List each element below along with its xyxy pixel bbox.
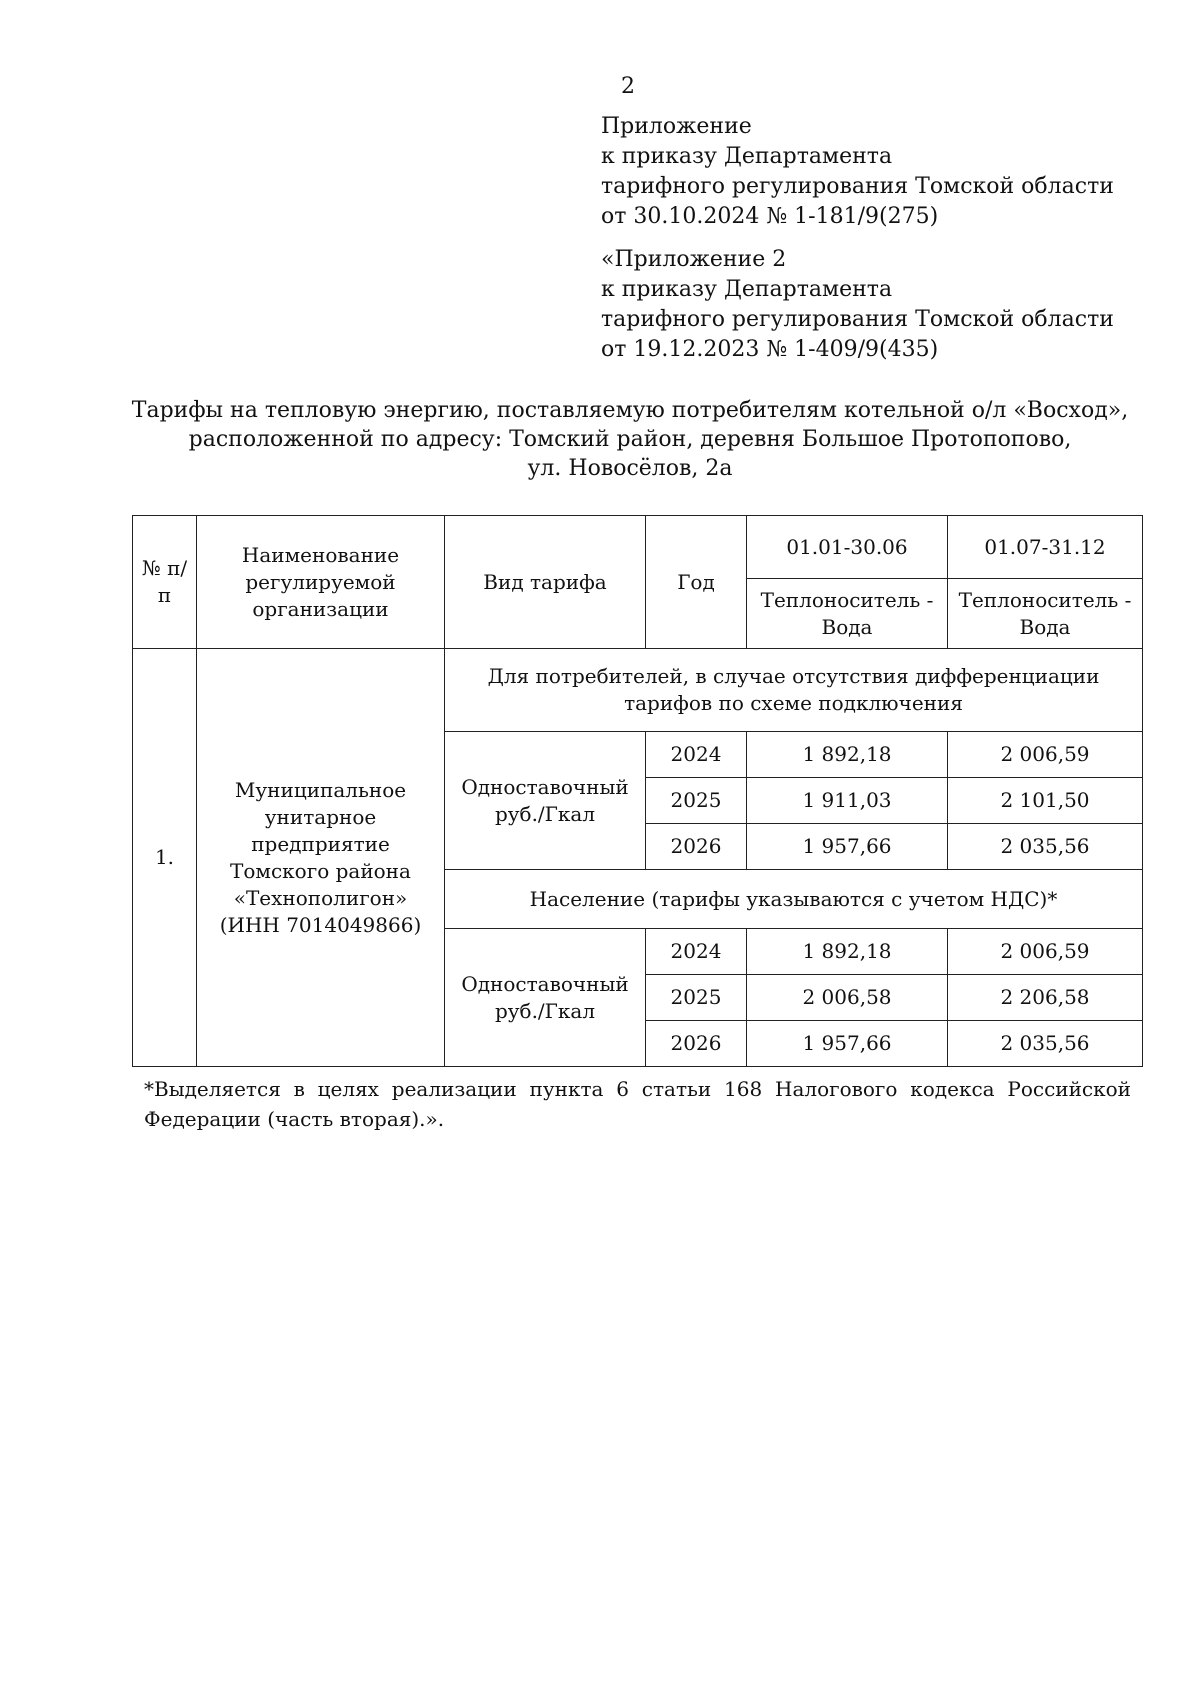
tariff-value-period-1: 1 957,66 [747,824,948,870]
year-cell: 2026 [646,1021,747,1067]
row-number: 1. [133,649,197,1067]
header-carrier-2: Теплоноситель - Вода [948,579,1143,649]
tariff-value-period-1: 1 957,66 [747,1021,948,1067]
page-number: 2 [621,74,635,99]
section-title: Для потребителей, в случае отсутствия дифференциации тарифов по схеме подключения [445,649,1143,732]
tariff-value-period-2: 2 006,59 [948,732,1143,778]
tariff-value-period-1: 1 892,18 [747,732,948,778]
tariff-value-period-2: 2 035,56 [948,824,1143,870]
tariff-table [132,515,1143,1067]
annex-line: к приказу Департамента [601,144,893,169]
header-period-2: 01.07-31.12 [948,516,1143,579]
header-row [133,516,1143,579]
tariff-type-cell: Одноставочный руб./Гкал [445,929,646,1067]
annex-line: тарифного регулирования Томской области [601,307,1114,332]
annex-line: от 30.10.2024 № 1-181/9(275) [601,204,939,229]
year-cell: 2024 [646,732,747,778]
year-cell: 2025 [646,975,747,1021]
title-line: Тарифы на тепловую энергию, поставляемую потребителям котельной о/л «Восход», [131,398,1129,423]
title-line: ул. Новосёлов, 2а [527,456,733,481]
tariff-value-period-2: 2 006,59 [948,929,1143,975]
header-year: Год [646,516,747,649]
annex-line: от 19.12.2023 № 1-409/9(435) [601,337,939,362]
annex-line: Приложение [601,114,752,139]
annex-line: тарифного регулирования Томской области [601,174,1114,199]
header-number: № п/п [133,516,197,649]
header-organization: Наименование регулируемой организации [197,516,445,649]
year-cell: 2025 [646,778,747,824]
title-line: расположенной по адресу: Томский район, деревня Большое Протопопово, [188,427,1072,452]
header-carrier-1: Теплоноситель - Вода [747,579,948,649]
annex-block [601,112,1114,232]
tariff-value-period-2: 2 035,56 [948,1021,1143,1067]
year-cell: 2026 [646,824,747,870]
annex-line: «Приложение 2 [601,247,787,272]
organization-name: Муниципальное унитарное предприятие Томского района «Технополигон» (ИНН 7014049866) [197,649,445,1067]
header-tariff-type: Вид тарифа [445,516,646,649]
tariff-value-period-1: 1 892,18 [747,929,948,975]
annex-line: к приказу Департамента [601,277,893,302]
year-cell: 2024 [646,929,747,975]
tariff-type-cell: Одноставочный руб./Гкал [445,732,646,870]
footnote: *Выделяется в целях реализации пункта 6 статьи 168 Налогового кодекса Российской Федерации (часть вторая).». [144,1077,1131,1131]
document-title [130,396,1130,483]
tariff-value-period-2: 2 101,50 [948,778,1143,824]
tariff-value-period-2: 2 206,58 [948,975,1143,1021]
header-period-1: 01.01-30.06 [747,516,948,579]
tariff-value-period-1: 1 911,03 [747,778,948,824]
tariff-value-period-1: 2 006,58 [747,975,948,1021]
section-title: Население (тарифы указываются с учетом НДС)* [445,870,1143,929]
previous-annex-block [601,245,1114,365]
section-title-row [133,649,1143,732]
